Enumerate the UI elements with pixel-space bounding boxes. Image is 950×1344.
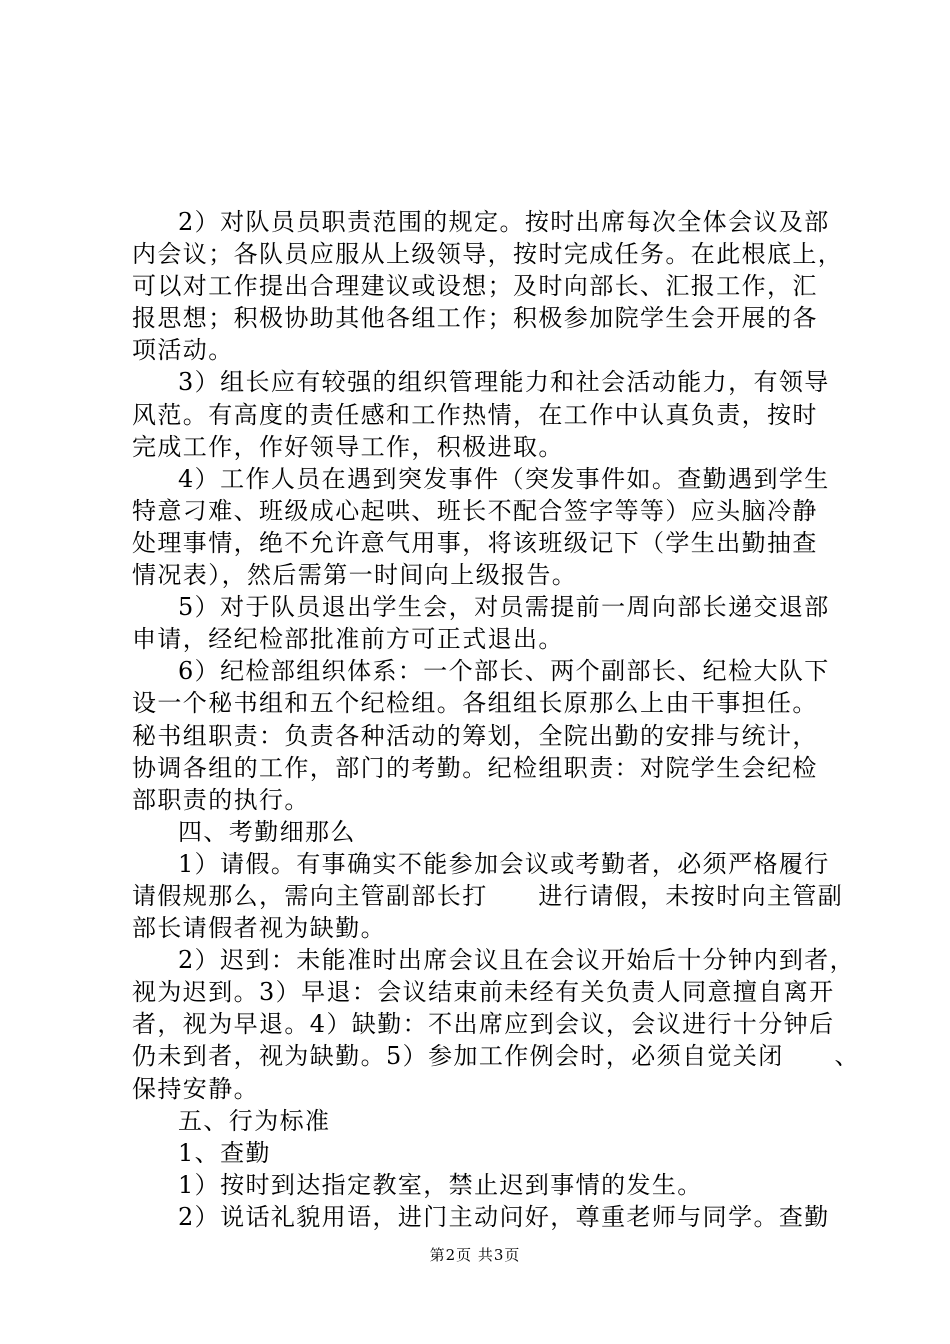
text-line: 4）工作人员在遇到突发事件（突发事件如。查勤遇到学生 [178,464,830,493]
text-line: 可以对工作提出合理建议或设想；及时向部长、汇报工作，汇 [132,272,818,301]
body-text [132,206,860,1233]
section-heading: 四、考勤细那么 [178,817,356,846]
text-line: 仍未到者，视为缺勤。5）参加工作例会时，必须自觉关闭 、 [132,1042,860,1071]
text-line: 设一个秘书组和五个纪检组。各组组长原那么上由干事担任。 [132,689,818,718]
text-line: 部职责的执行。 [132,785,310,814]
text-line: 项活动。 [132,336,234,365]
text-line: 者，视为早退。4）缺勤：不出席应到会议，会议进行十分钟后 [132,1010,835,1039]
text-line: 情况表），然后需第一时间向上级报告。 [132,561,578,590]
text-line: 完成工作，作好领导工作，积极进取。 [132,432,564,461]
subsection-heading: 1、查勤 [178,1138,271,1167]
text-line: 1）请假。有事确实不能参加会议或考勤者，必须严格履行 [178,849,830,878]
text-line: 特意刁难、班级成心起哄、班长不配合签字等等）应头脑冷静 [132,496,818,525]
text-line: 3）组长应有较强的组织管理能力和社会活动能力，有领导 [178,368,830,397]
text-line: 2）说话礼貌用语，进门主动问好，尊重老师与同学。查勤 [178,1202,830,1231]
text-line: 秘书组职责：负责各种活动的筹划，全院出勤的安排与统计， [132,721,818,750]
section-heading: 五、行为标准 [178,1106,331,1135]
text-line: 风范。有高度的责任感和工作热情，在工作中认真负责，按时 [132,400,818,429]
text-line: 处理事情，绝不允许意气用事，将该班级记下（学生出勤抽查 [132,528,818,557]
text-line: 请假规那么，需向主管副部长打 进行请假，未按时向主管副 [132,881,844,910]
text-line: 报思想；积极协助其他各组工作；积极参加院学生会开展的各 [132,304,818,333]
page-footer: 第2页 共3页 [429,1246,521,1264]
text-line: 保持安静。 [132,1074,259,1103]
text-line: 内会议；各队员应服从上级领导，按时完成任务。在此根底上， [132,240,844,269]
text-line: 2）对队员员职责范围的规定。按时出席每次全体会议及部 [178,208,830,236]
text-line: 协调各组的工作，部门的考勤。纪检组职责：对院学生会纪检 [132,753,818,782]
text-line: 6）纪检部组织体系：一个部长、两个副部长、纪检大队下 [178,657,830,686]
text-line: 5）对于队员退出学生会，对员需提前一周向部长递交退部 [178,593,830,622]
text-line: 1）按时到达指定教室，禁止迟到事情的发生。 [178,1170,703,1199]
text-line: 2）迟到：未能准时出席会议且在会议开始后十分钟内到者， [178,946,856,975]
text-line: 部长请假者视为缺勤。 [132,914,386,943]
text-line: 视为迟到。3）早退：会议结束前未经有关负责人同意擅自离开 [132,978,835,1007]
text-line: 申请，经纪检部批准前方可正式退出。 [132,625,564,654]
